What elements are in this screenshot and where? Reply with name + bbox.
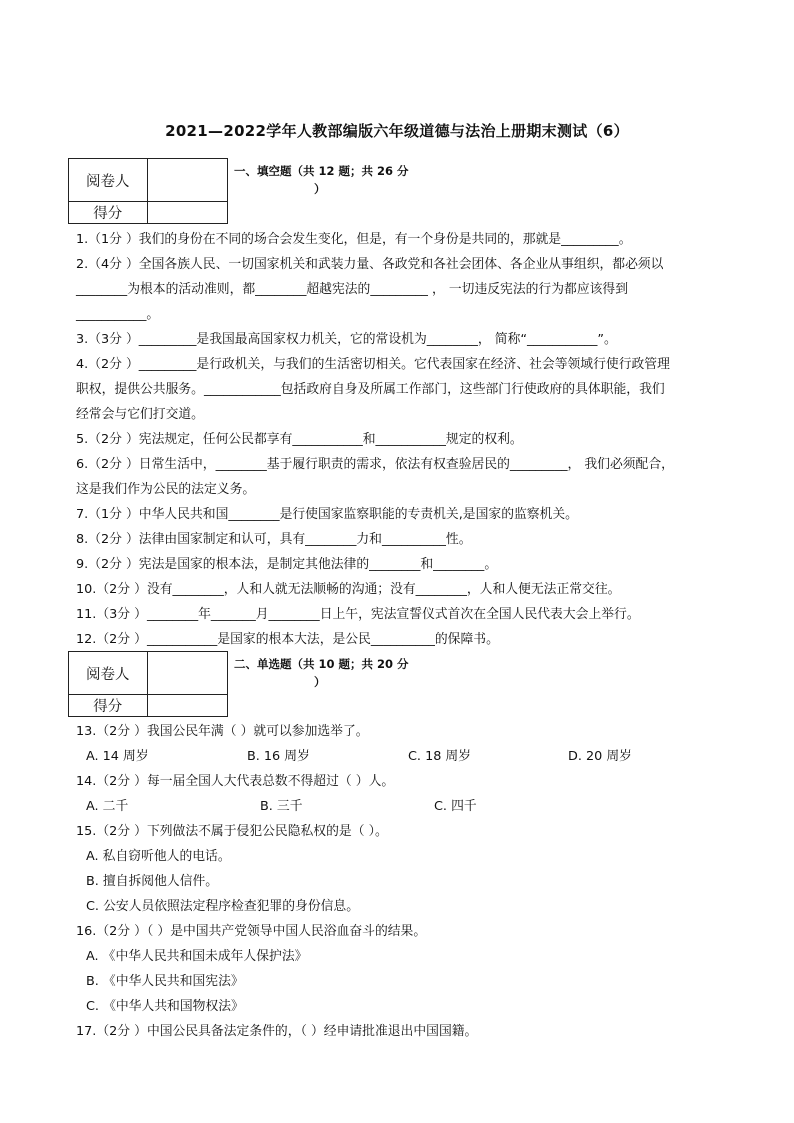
section1-title-line2: ） [314,182,326,196]
score-box-section2 [68,651,228,717]
question-6-line2: 这是我们作为公民的法定义务。 [76,482,256,497]
question-9: 9.（2分 ）宪法是国家的根本法，是制定其他法律的________和________。 [76,557,498,572]
question-12: 12.（2分 ）___________是国家的根本大法，是公民__________的保障书。 [76,632,499,647]
score-cell [147,202,227,224]
question-7: 7.（1分 ）中华人民共和国________是行使国家监察职能的专责机关,是国家的监察机关。 [76,507,578,522]
question-4-line3: 经常会与它们打交道。 [76,407,204,422]
q16-option-c: C. 《中华人共和国物权法》 [86,999,244,1014]
question-13: 13.（2分 ）我国公民年满（ ）就可以参加选举了。 [76,724,369,739]
question-2-line2: ________为根本的活动准则，都________超越宪法的_________ ， 一切违反宪法的行为都应该得到 [76,282,629,297]
section2-title-line2: ） [314,675,326,689]
section2-title [234,655,424,691]
question-10: 10.（2分 ）没有________，人和人就无法顺畅的沟通；没有________，人和人便无法正常交往。 [76,582,621,597]
question-14: 14.（2分 ）每一届全国人大代表总数不得超过（ ）人。 [76,774,395,789]
question-11: 11.（3分 ）________年_______月________日上午，宪法宣誓仪式首次在全国人民代表大会上举行。 [76,607,640,622]
q14-option-c: C. 四千 [434,799,477,814]
q14-option-b: B. 三千 [260,799,303,814]
q15-option-c: C. 公安人员依照法定程序检查犯罪的身份信息。 [86,899,360,914]
section1-title-line1: 一、填空题（共 12 题；共 26 分 [234,164,409,178]
question-8: 8.（2分 ）法律由国家制定和认可，具有________力和__________性。 [76,532,472,547]
q15-option-b: B. 擅自拆阅他人信件。 [86,874,219,889]
reviewer-label: 阅卷人 [69,159,148,202]
score-box-section1 [68,158,228,224]
reviewer-cell [147,159,227,202]
score-label: 得分 [69,695,148,717]
q16-option-b: B. 《中华人民共和国宪法》 [86,974,244,989]
section1-title [234,162,424,198]
q13-option-a: A. 14 周岁 [86,749,149,764]
question-1: 1.（1分 ）我们的身份在不同的场合会发生变化，但是，有一个身份是共同的，那就是_________。 [76,232,632,247]
question-4-line2: 职权，提供公共服务。____________包括政府自身及所属工作部门，这些部门行使政府的具体职能，我们 [76,382,665,397]
section2-title-line1: 二、单选题（共 10 题；共 20 分 [234,657,409,671]
reviewer-label: 阅卷人 [69,652,148,695]
score-label: 得分 [69,202,148,224]
question-15: 15.（2分 ）下列做法不属于侵犯公民隐私权的是（ ）。 [76,824,388,839]
question-16: 16.（2分 ）（ ）是中国共产党领导中国人民浴血奋斗的结果。 [76,924,427,939]
q15-option-a: A. 私自窃听他人的电话。 [86,849,231,864]
q14-option-a: A. 二千 [86,799,129,814]
q13-option-c: C. 18 周岁 [408,749,472,764]
score-cell [147,695,227,717]
reviewer-cell [147,652,227,695]
q13-option-b: B. 16 周岁 [247,749,310,764]
question-2-line1: 2.（4分 ）全国各族人民、一切国家机关和武装力量、各政党和各社会团体、各企业从事组织，都必须以 [76,257,664,272]
q13-option-d: D. 20 周岁 [568,749,632,764]
question-6-line1: 6.（2分 ）日常生活中，________基于履行职责的需求，依法有权查验居民的_________， 我们必须配合， [76,457,674,472]
q16-option-a: A. 《中华人民共和国未成年人保护法》 [86,949,308,964]
question-4-line1: 4.（2分 ）_________是行政机关，与我们的生活密切相关。它代表国家在经济、社会等领域行使行政管理 [76,357,670,372]
question-2-line3: ___________。 [76,307,160,322]
page-title: 2021—2022学年人教部编版六年级道德与法治上册期末测试（6） [165,122,629,140]
question-3: 3.（3分 ）_________是我国最高国家权力机关，它的常设机为________， 简称“___________”。 [76,332,617,347]
question-5: 5.（2分 ）宪法规定，任何公民都享有___________和___________规定的权利。 [76,432,523,447]
question-17: 17.（2分 ）中国公民具备法定条件的，（ ）经申请批准退出中国国籍。 [76,1024,478,1039]
